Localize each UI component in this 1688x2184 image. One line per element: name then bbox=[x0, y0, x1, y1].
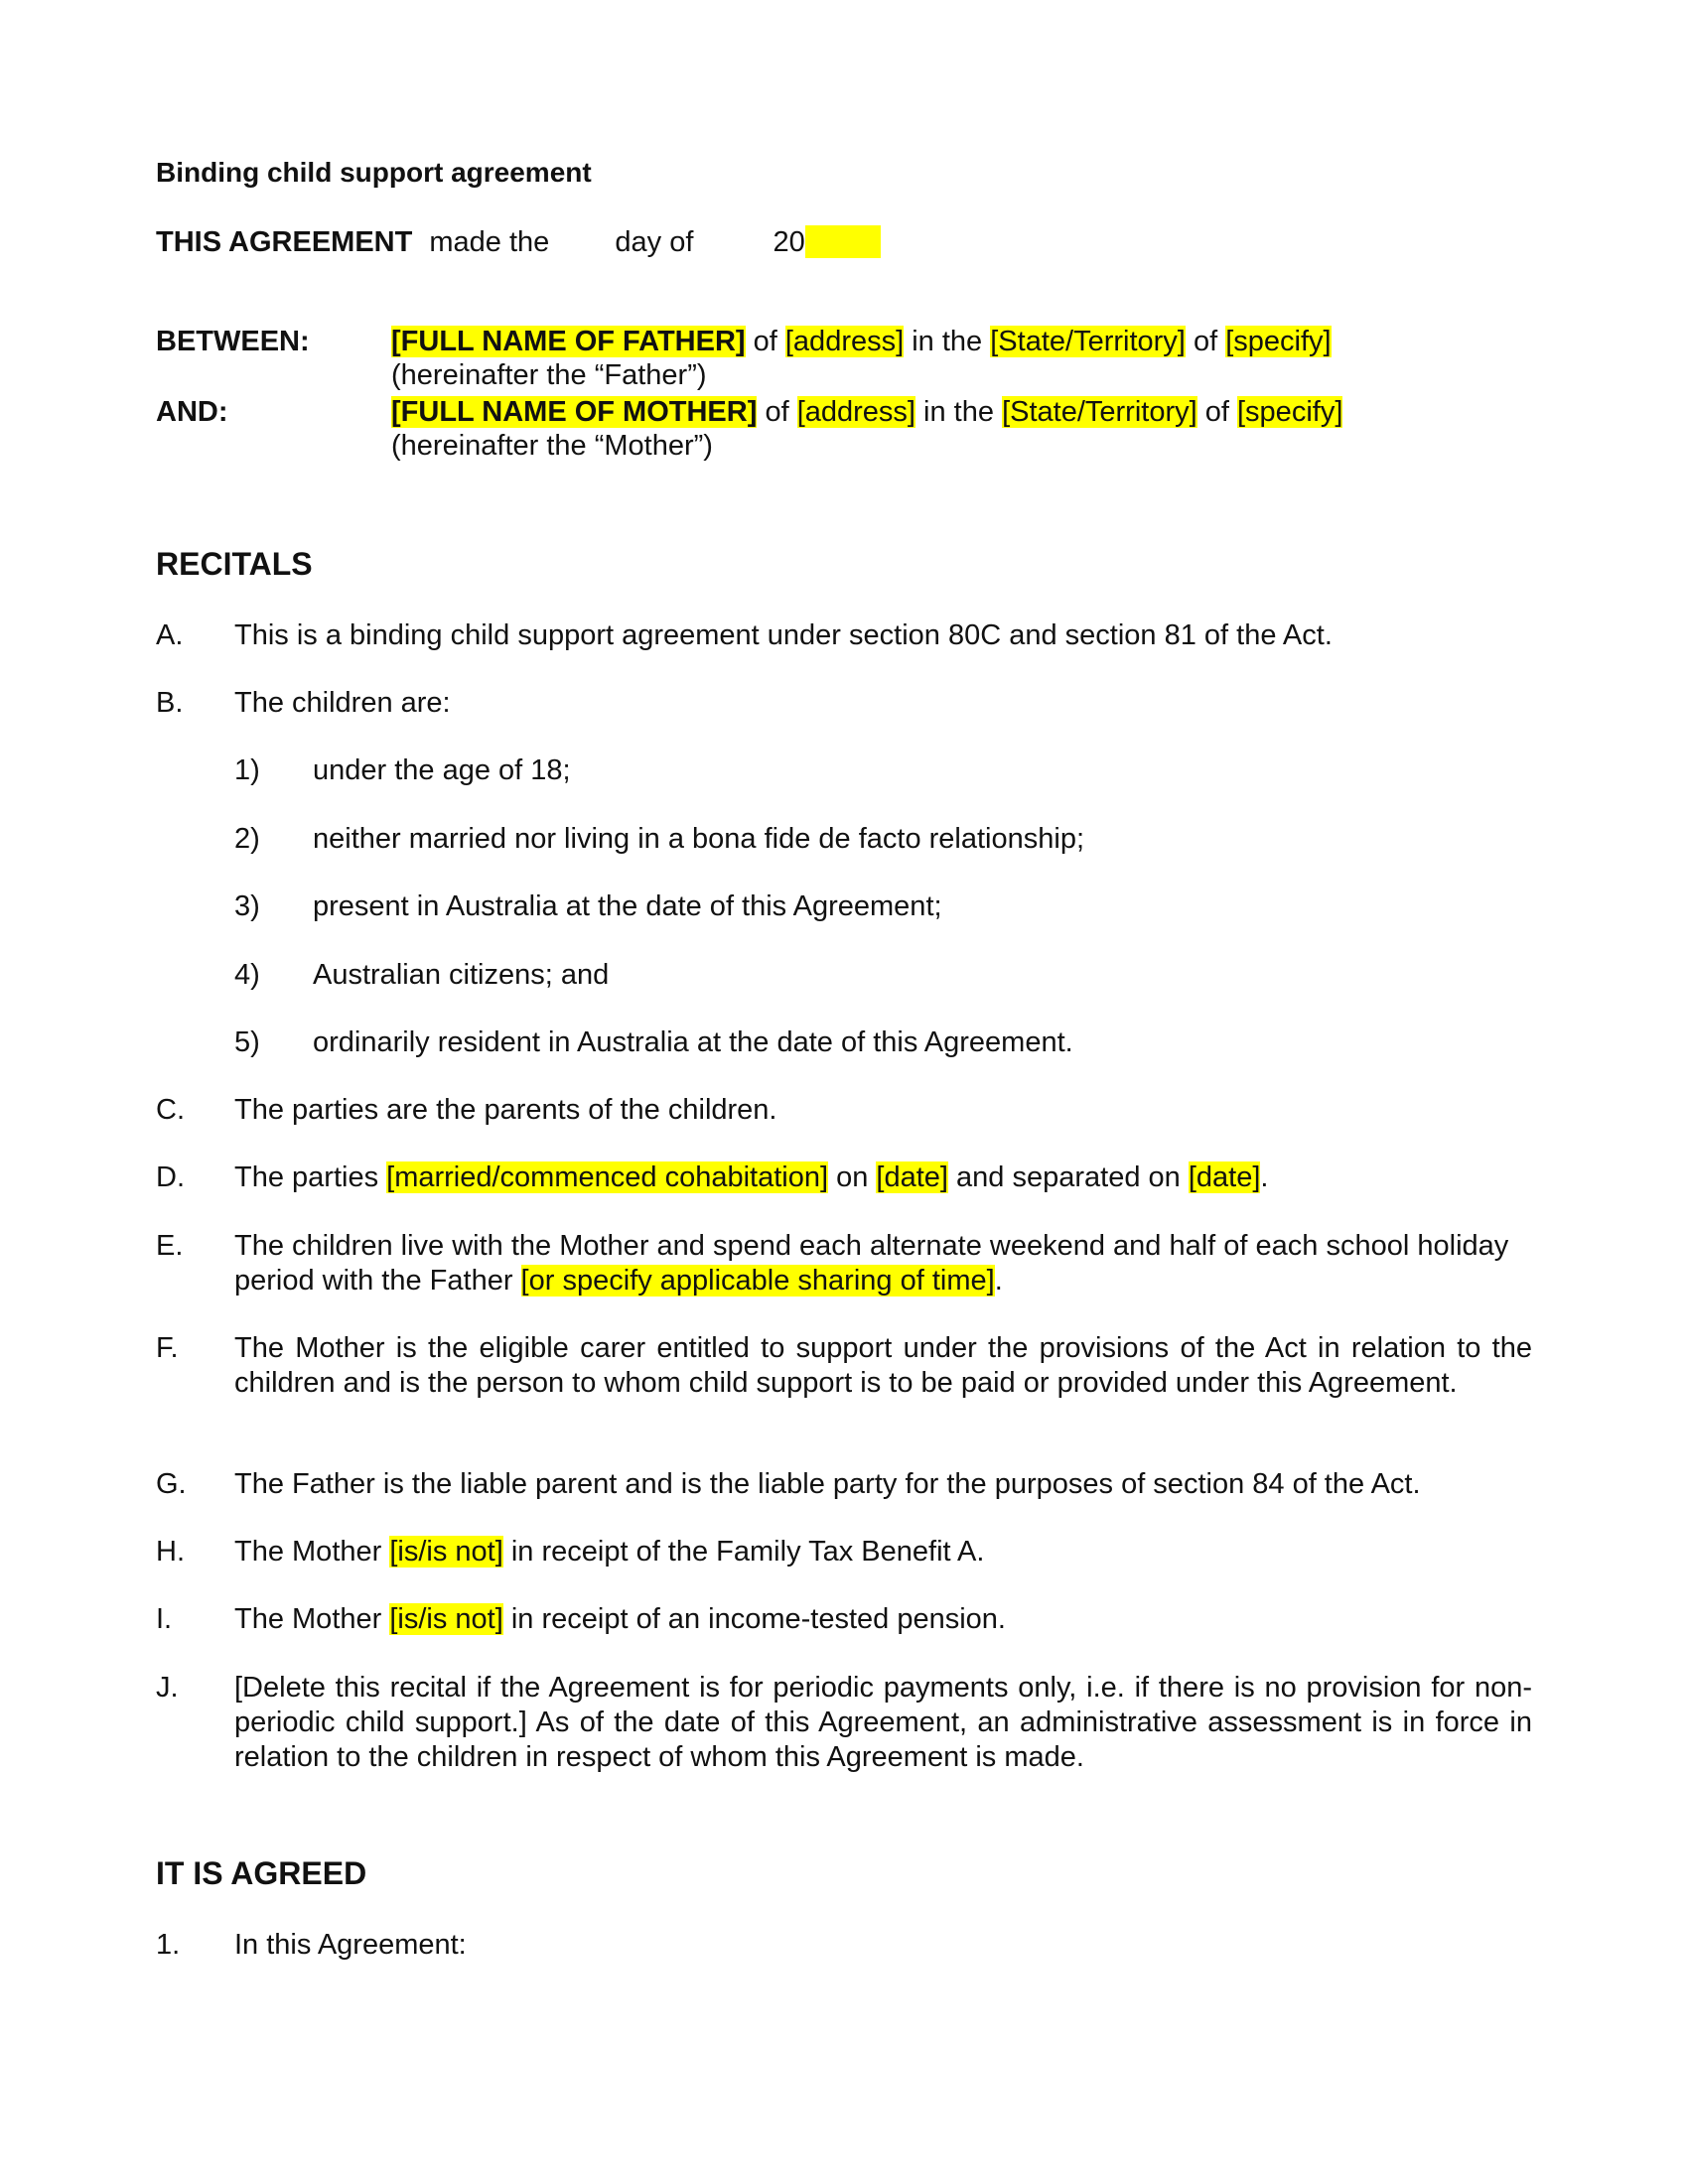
recital-letter: F. bbox=[156, 1332, 179, 1364]
clause-text: In this Agreement: bbox=[234, 1929, 467, 1961]
father-address-placeholder: [address] bbox=[784, 326, 905, 357]
recital-text: [Delete this recital if the Agreement is for periodic payments only, i.e. if there is no provision for non-periodic child support.] As of the date of this Agreement, an administrative assessment is in force in relation to the children in respect of whom this Agreement is made. bbox=[234, 1672, 1532, 1773]
recital-letter: E. bbox=[156, 1230, 184, 1262]
cohabitation-placeholder: [married/commenced cohabitation] bbox=[386, 1161, 829, 1193]
agreed-heading: IT IS AGREED bbox=[156, 1855, 367, 1891]
in-the-text: in the bbox=[923, 396, 994, 428]
sub-item-text: Australian citizens; and bbox=[313, 959, 610, 991]
agreement-lead: THIS AGREEMENT bbox=[156, 226, 413, 258]
recital-text: The children are: bbox=[234, 687, 451, 719]
text-run: The parties bbox=[234, 1161, 387, 1193]
document-title: Binding child support agreement bbox=[156, 157, 592, 188]
recital-text: The Father is the liable parent and is the liable party for the purposes of section 84 of the Act. bbox=[234, 1468, 1421, 1500]
sub-item-number: 1) bbox=[234, 754, 260, 786]
text-run: The Mother bbox=[234, 1536, 390, 1568]
mother-party-line bbox=[391, 395, 1342, 430]
of-text: of bbox=[1204, 396, 1229, 428]
sub-item-text: under the age of 18; bbox=[313, 754, 571, 786]
recital-text: The parties are the parents of the children. bbox=[234, 1094, 777, 1126]
sub-item-text: ordinarily resident in Australia at the date of this Agreement. bbox=[313, 1026, 1073, 1058]
mother-state-placeholder: [State/Territory] bbox=[1002, 396, 1197, 428]
time-sharing-placeholder: [or specify applicable sharing of time] bbox=[520, 1265, 995, 1297]
mother-address-placeholder: [address] bbox=[796, 396, 915, 428]
text-run: . bbox=[1260, 1161, 1269, 1193]
text-run: and separated on bbox=[947, 1161, 1189, 1193]
mother-hereinafter: (hereinafter the “Mother”) bbox=[391, 430, 713, 462]
father-party-line bbox=[391, 325, 1332, 359]
sub-item-number: 2) bbox=[234, 823, 260, 855]
recital-text bbox=[234, 1602, 1532, 1637]
made-the-text: made the bbox=[429, 226, 550, 258]
between-label: BETWEEN: bbox=[156, 326, 310, 357]
recitals-heading: RECITALS bbox=[156, 546, 313, 582]
of-text: of bbox=[765, 396, 789, 428]
father-state-placeholder: [State/Territory] bbox=[990, 326, 1186, 357]
father-specify-placeholder: [specify] bbox=[1225, 326, 1332, 357]
date-placeholder: [date] bbox=[1188, 1161, 1261, 1193]
text-run: in receipt of an income-tested pension. bbox=[502, 1603, 1006, 1635]
recital-letter: J. bbox=[156, 1672, 179, 1704]
sub-item-number: 3) bbox=[234, 890, 260, 922]
text-run: The Mother bbox=[234, 1603, 390, 1635]
recital-text: This is a binding child support agreement under section 80C and section 81 of the Act. bbox=[234, 619, 1333, 651]
text-run: . bbox=[994, 1265, 1003, 1297]
recital-letter: I. bbox=[156, 1603, 173, 1635]
and-label: AND: bbox=[156, 396, 228, 428]
recital-letter: D. bbox=[156, 1161, 185, 1193]
in-the-text: in the bbox=[912, 326, 983, 357]
sub-item-number: 5) bbox=[234, 1026, 260, 1058]
recital-letter: G. bbox=[156, 1468, 187, 1500]
year-prefix: 20 bbox=[773, 226, 805, 258]
recital-letter: A. bbox=[156, 619, 184, 651]
mother-name-placeholder: [FULL NAME OF MOTHER] bbox=[391, 396, 758, 428]
text-run: in receipt of the Family Tax Benefit A. bbox=[502, 1536, 985, 1568]
recital-letter: C. bbox=[156, 1094, 185, 1126]
is-is-not-placeholder: [is/is not] bbox=[389, 1603, 503, 1635]
father-hereinafter: (hereinafter the “Father”) bbox=[391, 359, 707, 391]
sub-item-text: present in Australia at the date of this Agreement; bbox=[313, 890, 942, 922]
father-name-placeholder: [FULL NAME OF FATHER] bbox=[391, 326, 746, 357]
text-run: The children live with the Mother and spend each alternate weekend and half of each school holiday period with the Father bbox=[234, 1230, 1509, 1297]
recital-text bbox=[234, 1229, 1532, 1298]
of-text: of bbox=[753, 326, 777, 357]
year-blank-highlight bbox=[805, 225, 881, 258]
mother-specify-placeholder: [specify] bbox=[1237, 396, 1343, 428]
of-text: of bbox=[1193, 326, 1218, 357]
day-of-text: day of bbox=[615, 226, 694, 258]
clause-number: 1. bbox=[156, 1929, 181, 1961]
sub-item-number: 4) bbox=[234, 959, 260, 991]
recital-text bbox=[234, 1535, 1532, 1570]
recital-letter: B. bbox=[156, 687, 184, 719]
recital-text bbox=[234, 1160, 1532, 1195]
recital-letter: H. bbox=[156, 1536, 185, 1568]
is-is-not-placeholder: [is/is not] bbox=[389, 1536, 503, 1568]
date-placeholder: [date] bbox=[876, 1161, 948, 1193]
recital-text: The Mother is the eligible carer entitled to support under the provisions of the Act in relation to the children and is the person to whom child support is to be paid or provided under this Agreement. bbox=[234, 1332, 1532, 1399]
sub-item-text: neither married nor living in a bona fide de facto relationship; bbox=[313, 823, 1085, 855]
agreement-date-line bbox=[156, 225, 881, 260]
text-run: on bbox=[828, 1161, 877, 1193]
